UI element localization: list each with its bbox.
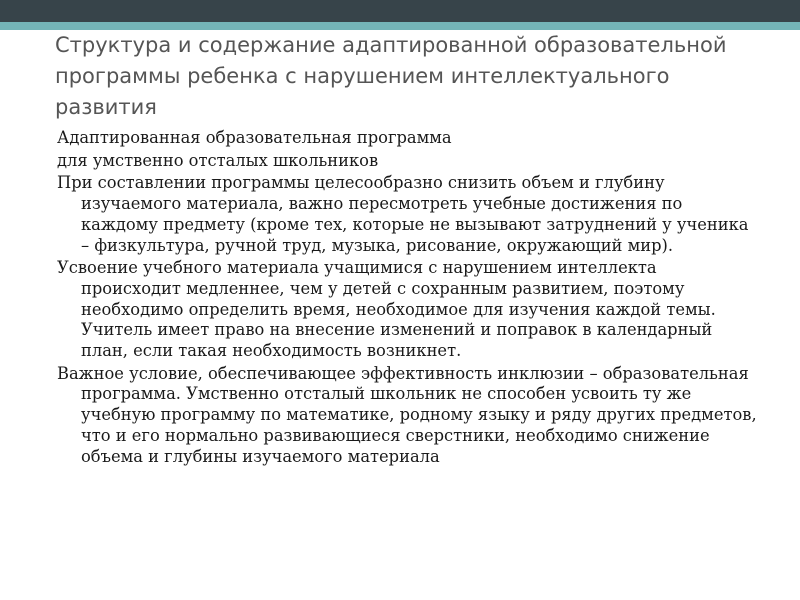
body-paragraph: для умственно отсталых школьников — [57, 150, 379, 170]
body-paragraph: Усвоение учебного материала учащимися с нарушением интеллекта происходит медленнее, чем у детей с сохранным развитием, поэтому необходимо определить время, необходимое для изучения каждой темы. Учитель имеет право на внесение изменений и поправок в календарный план, если такая необходимость возникнет. — [57, 258, 716, 361]
slide-body — [57, 128, 757, 469]
body-paragraph: Важное условие, обеспечивающее эффективность инклюзии – образовательная программа. Умственно отсталый школьник не способен усвоить ту же учебную программу по математике, родному языку и ряду других предметов, что и его нормально развивающиеся сверстники, необходимо снижение объема и глубины изучаемого материала — [57, 363, 757, 466]
top-header-band — [0, 0, 800, 22]
body-paragraph: При составлении программы целесообразно снизить объем и глубину изучаемого материала, важно пересмотреть учебные достижения по каждому предмету (кроме тех, которые не вызывают затруднений у ученика – физкультура, ручной труд, музыка, рисование, окружающий мир). — [57, 173, 749, 255]
body-paragraph: Адаптированная образовательная программа — [57, 128, 452, 147]
top-accent-stripe — [0, 22, 800, 30]
slide-title: Структура и содержание адаптированной образовательной программы ребенка с нарушением интеллектуального развития — [55, 33, 727, 119]
